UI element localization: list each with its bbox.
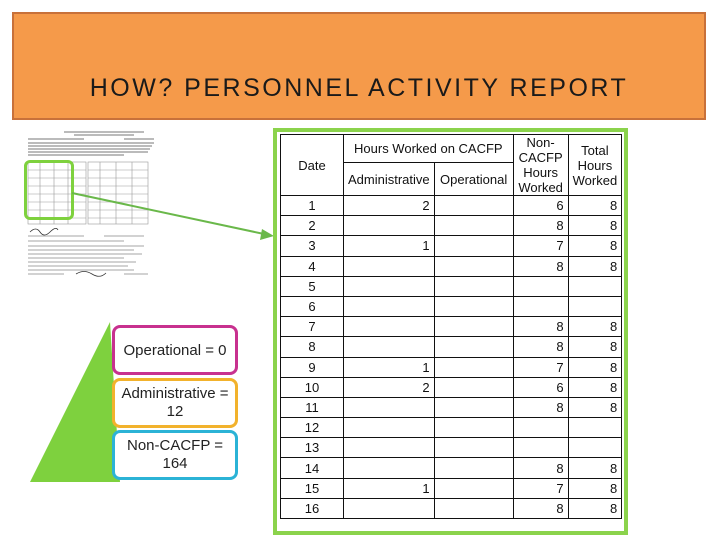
cell-non-cacfp: 8	[513, 317, 568, 337]
cell-total: 8	[568, 478, 622, 498]
table-row	[281, 478, 622, 498]
table-body	[281, 196, 622, 519]
cell-date: 13	[281, 438, 344, 458]
cell-operational	[434, 418, 513, 438]
table-row	[281, 498, 622, 518]
cell-total	[568, 296, 622, 316]
cell-non-cacfp: 6	[513, 377, 568, 397]
table-row	[281, 256, 622, 276]
cell-date: 3	[281, 236, 344, 256]
cell-total: 8	[568, 498, 622, 518]
table-row	[281, 296, 622, 316]
cell-administrative	[344, 498, 435, 518]
cell-administrative	[344, 458, 435, 478]
cell-operational	[434, 276, 513, 296]
cell-administrative	[344, 397, 435, 417]
cell-administrative	[344, 256, 435, 276]
cell-date: 11	[281, 397, 344, 417]
cell-date: 12	[281, 418, 344, 438]
header-total: Total Hours Worked	[568, 135, 622, 196]
cell-date: 7	[281, 317, 344, 337]
cell-operational	[434, 256, 513, 276]
cell-non-cacfp	[513, 276, 568, 296]
table-row	[281, 458, 622, 478]
table-row	[281, 216, 622, 236]
cell-operational	[434, 458, 513, 478]
header-non-cacfp: Non-CACFP Hours Worked	[513, 135, 568, 196]
cell-administrative: 1	[344, 357, 435, 377]
cell-total: 8	[568, 317, 622, 337]
cell-total: 8	[568, 256, 622, 276]
cell-administrative	[344, 276, 435, 296]
table-row	[281, 357, 622, 377]
cell-total: 8	[568, 337, 622, 357]
cell-operational	[434, 216, 513, 236]
cell-total: 8	[568, 216, 622, 236]
cell-operational	[434, 337, 513, 357]
cell-non-cacfp: 7	[513, 478, 568, 498]
cell-date: 5	[281, 276, 344, 296]
cell-non-cacfp: 7	[513, 236, 568, 256]
cell-date: 14	[281, 458, 344, 478]
administrative-total-label: Administrative = 12	[112, 378, 238, 428]
cell-date: 1	[281, 196, 344, 216]
cell-administrative	[344, 337, 435, 357]
cell-non-cacfp: 8	[513, 256, 568, 276]
cell-non-cacfp: 8	[513, 216, 568, 236]
cell-administrative	[344, 216, 435, 236]
table-row	[281, 418, 622, 438]
cell-date: 10	[281, 377, 344, 397]
cell-administrative	[344, 418, 435, 438]
cell-operational	[434, 296, 513, 316]
cell-administrative: 2	[344, 377, 435, 397]
cell-non-cacfp	[513, 418, 568, 438]
cell-non-cacfp: 7	[513, 357, 568, 377]
cell-non-cacfp: 8	[513, 337, 568, 357]
cell-operational	[434, 438, 513, 458]
cell-operational	[434, 478, 513, 498]
table-row	[281, 196, 622, 216]
cell-operational	[434, 357, 513, 377]
cell-administrative	[344, 296, 435, 316]
slide-title: HOW? PERSONNEL ACTIVITY REPORT	[89, 74, 629, 102]
cell-total: 8	[568, 196, 622, 216]
table-row	[281, 317, 622, 337]
cell-total	[568, 418, 622, 438]
header-operational: Operational	[434, 163, 513, 196]
table-row	[281, 337, 622, 357]
table-row	[281, 276, 622, 296]
cell-operational	[434, 317, 513, 337]
cell-date: 9	[281, 357, 344, 377]
cell-total: 8	[568, 377, 622, 397]
cell-operational	[434, 377, 513, 397]
title-banner	[12, 12, 706, 120]
cell-operational	[434, 196, 513, 216]
cell-date: 2	[281, 216, 344, 236]
cell-non-cacfp	[513, 438, 568, 458]
table-row	[281, 438, 622, 458]
header-date: Date	[281, 135, 344, 196]
cell-date: 8	[281, 337, 344, 357]
cell-total	[568, 438, 622, 458]
cell-non-cacfp: 8	[513, 498, 568, 518]
cell-date: 15	[281, 478, 344, 498]
non-cacfp-total-label: Non-CACFP = 164	[112, 430, 238, 480]
cell-administrative: 1	[344, 478, 435, 498]
header-hours-worked-cacfp: Hours Worked on CACFP	[344, 135, 514, 163]
cell-non-cacfp: 8	[513, 458, 568, 478]
cell-administrative: 2	[344, 196, 435, 216]
cell-total: 8	[568, 397, 622, 417]
cell-non-cacfp: 6	[513, 196, 568, 216]
cell-operational	[434, 397, 513, 417]
cell-operational	[434, 498, 513, 518]
cell-total	[568, 276, 622, 296]
cell-date: 4	[281, 256, 344, 276]
cell-administrative	[344, 317, 435, 337]
cell-total: 8	[568, 357, 622, 377]
table-row	[281, 397, 622, 417]
cell-total: 8	[568, 458, 622, 478]
cell-date: 6	[281, 296, 344, 316]
cell-non-cacfp	[513, 296, 568, 316]
cell-non-cacfp: 8	[513, 397, 568, 417]
table-row	[281, 377, 622, 397]
cell-administrative: 1	[344, 236, 435, 256]
personnel-activity-table	[280, 134, 622, 519]
cell-operational	[434, 236, 513, 256]
operational-total-label: Operational = 0	[112, 325, 238, 375]
cell-administrative	[344, 438, 435, 458]
header-administrative: Administrative	[344, 163, 435, 196]
cell-date: 16	[281, 498, 344, 518]
table-row	[281, 236, 622, 256]
cell-total: 8	[568, 236, 622, 256]
thumbnail-highlight	[24, 160, 74, 220]
